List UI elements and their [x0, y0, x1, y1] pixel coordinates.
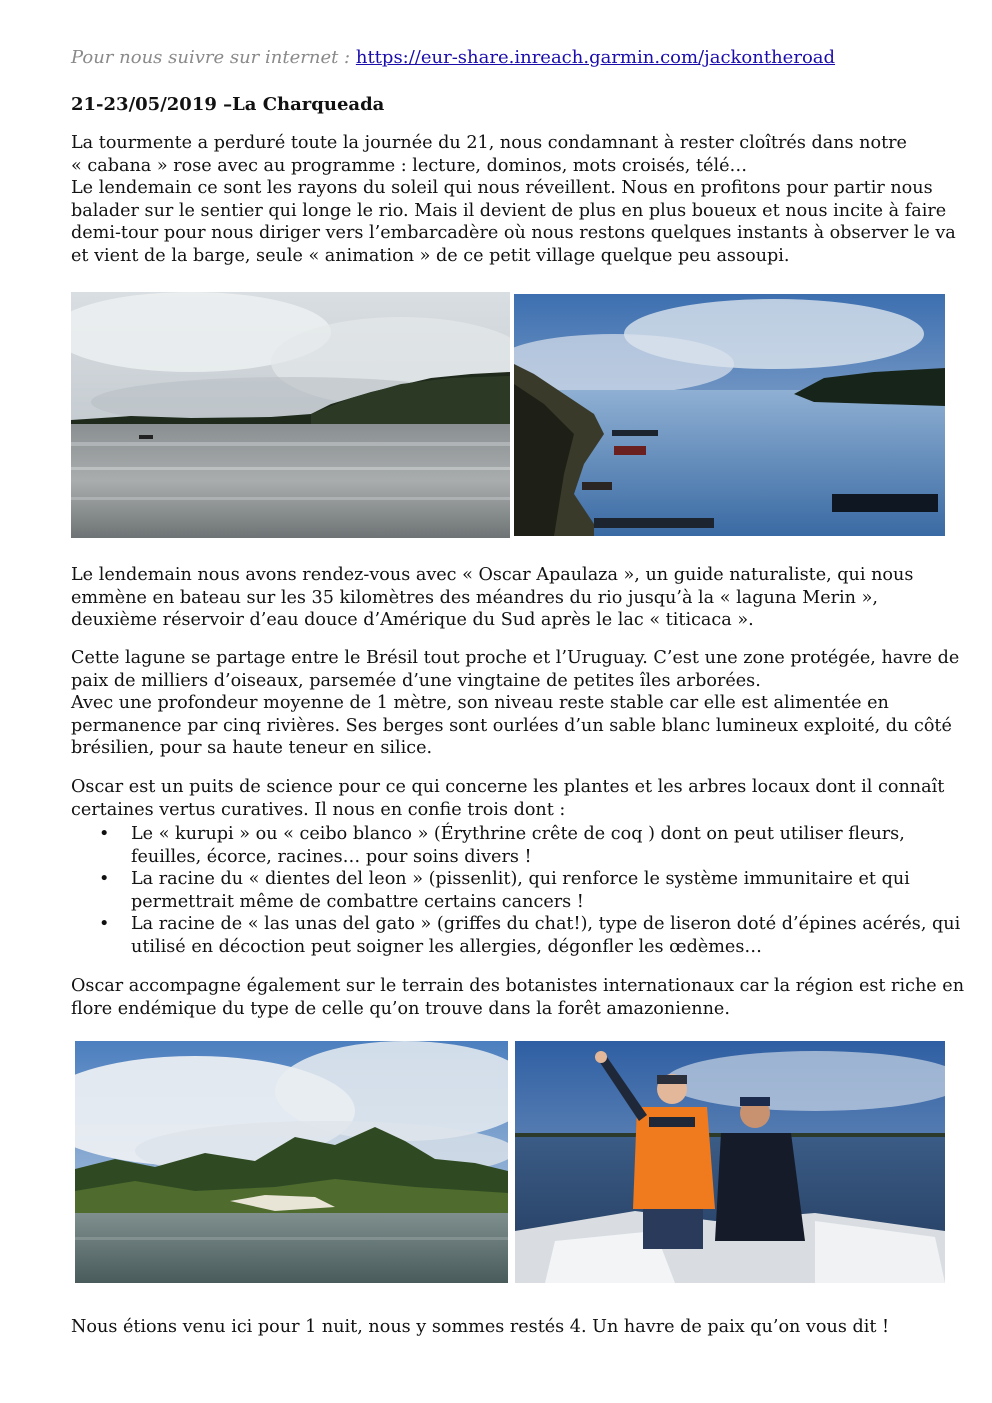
- text-line: Oscar est un puits de science pour ce qui concerne les plantes et les arbres locaux dont il connaît: [71, 777, 945, 797]
- text-line: permanence par cinq rivières. Ses berges sont ourlées d’un sable blanc lumineux exploité, du côté: [71, 715, 952, 736]
- text-line: feuilles, écorce, racines… pour soins divers !: [131, 846, 532, 867]
- text-line: Cette lagune se partage entre le Brésil tout proche et l’Uruguay. C’est une zone protégée, havre de: [71, 648, 960, 668]
- text-line: utilisé en décoction peut soigner les allergies, dégonfler les œdèmes…: [131, 936, 762, 957]
- plants-list: [71, 823, 960, 959]
- paragraph-guide: [71, 564, 951, 632]
- island-image: [75, 1041, 508, 1283]
- paragraph-storm: [71, 132, 956, 268]
- text-line: paix de milliers d’oiseaux, parsemée d’une vingtaine de petites îles arborées.: [71, 670, 761, 691]
- text-line: emmène en bateau sur les 35 kilomètres des méandres du rio jusqu’à la « laguna Merin »,: [71, 587, 878, 608]
- boat-guide-image: [515, 1041, 945, 1283]
- text-line: demi-tour pour nous diriger vers l’embarcadère où nous restons quelques instants à observer le va: [71, 223, 956, 244]
- list-item: [71, 868, 960, 913]
- paragraph-botanists: [71, 975, 965, 1020]
- river-boat-image: [71, 292, 510, 538]
- paragraph-lagoon: [71, 647, 960, 760]
- photo-boat-guide: [515, 1041, 945, 1283]
- text-line: deuxième réservoir d’eau douce d’Amérique du Sud après le lac « titicaca ».: [71, 610, 754, 631]
- moored-boats-image: [514, 294, 945, 536]
- text-line: La tourmente a perduré toute la journée du 21, nous condamnant à rester cloîtrés dans notre: [71, 133, 907, 153]
- page-title: 21-23/05/2019 –La Charqueada: [71, 94, 385, 115]
- text-line: certaines vertus curatives. Il nous en confie trois dont :: [71, 799, 566, 820]
- bullet-icon: •: [99, 869, 110, 890]
- photo-river-boat: [71, 292, 510, 538]
- bullet-icon: •: [99, 914, 110, 935]
- text-line: permettrait même de combattre certains cancers !: [131, 891, 584, 912]
- text-line: « cabana » rose avec au programme : lecture, dominos, mots croisés, télé…: [71, 155, 748, 176]
- text-line: Oscar accompagne également sur le terrain des botanistes internationaux car la région est riche en: [71, 976, 965, 996]
- list-item: [71, 913, 960, 958]
- text-line: Le lendemain nous avons rendez-vous avec « Oscar Apaulaza », un guide naturaliste, qui nous: [71, 565, 914, 585]
- photo-island: [75, 1041, 508, 1283]
- text-line: La racine de « las unas del gato » (griffes du chat!), type de liseron doté d’épines acérés, qui: [131, 914, 961, 935]
- text-line: Le « kurupi » ou « ceibo blanco » (Érythrine crête de coq ) dont on peut utiliser fleurs,: [131, 824, 905, 844]
- text-line: Nous étions venu ici pour 1 nuit, nous y sommes restés 4. Un havre de paix qu’on vous dit !: [71, 1317, 890, 1337]
- photo-moored-boats: [514, 294, 945, 536]
- list-item: [71, 823, 960, 868]
- paragraph-oscar: [71, 776, 951, 821]
- text-line: Avec une profondeur moyenne de 1 mètre, son niveau reste stable car elle est alimentée en: [71, 693, 889, 714]
- bullet-icon: •: [99, 824, 110, 844]
- paragraph-closing: [71, 1316, 951, 1339]
- follow-line: [71, 47, 835, 68]
- text-line: Le lendemain ce sont les rayons du soleil qui nous réveillent. Nous en profitons pour partir nous: [71, 178, 933, 199]
- follow-label: Pour nous suivre sur internet :: [71, 47, 351, 68]
- text-line: brésilien, pour sa haute teneur en silice.: [71, 738, 433, 759]
- tracking-link[interactable]: https://eur-share.inreach.garmin.com/jackontheroad: [355, 47, 836, 68]
- text-line: flore endémique du type de celle qu’on trouve dans la forêt amazonienne.: [71, 998, 730, 1019]
- text-line: La racine du « dientes del leon » (pissenlit), qui renforce le système immunitaire et qui: [131, 869, 910, 890]
- text-line: et vient de la barge, seule « animation » de ce petit village quelque peu assoupi.: [71, 245, 790, 266]
- text-line: balader sur le sentier qui longe le rio. Mais il devient de plus en plus boueux et nous incite à faire: [71, 200, 947, 221]
